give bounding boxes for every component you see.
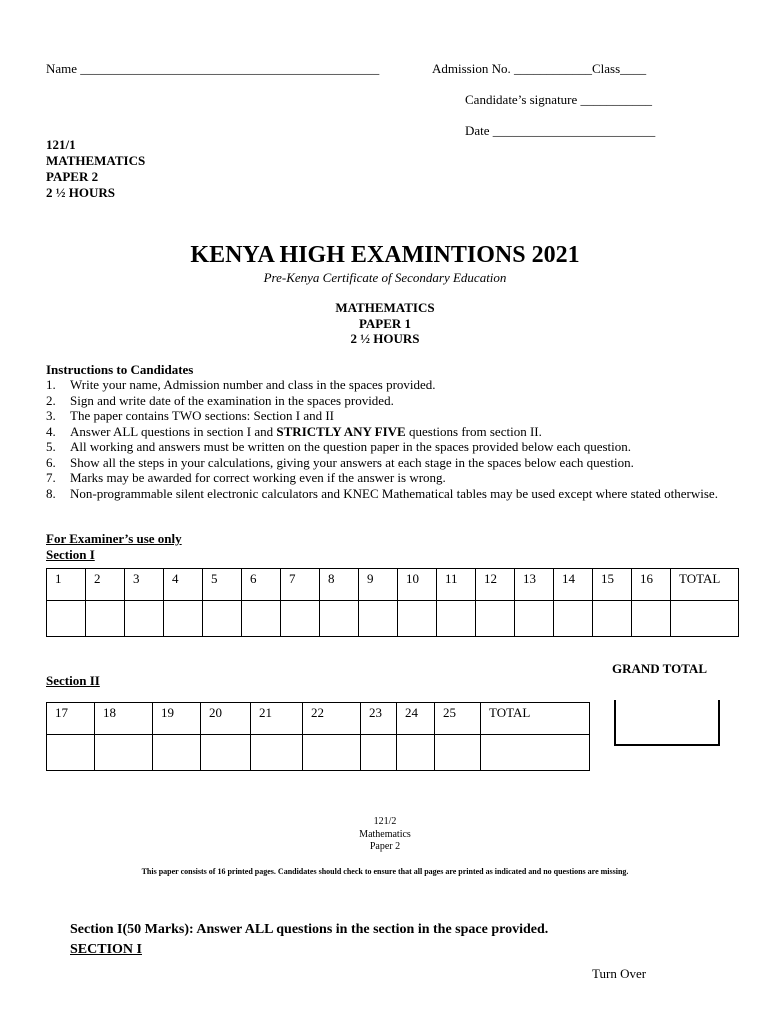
subject-code: 121/1 (46, 137, 76, 152)
score-entry-cell[interactable] (437, 601, 476, 637)
section1-instruction: Section I(50 Marks): Answer ALL questions in the section in the space provided. (70, 922, 549, 937)
paper-code-block (0, 816, 770, 854)
score-column-header: 24 (397, 703, 435, 735)
score-column-header: TOTAL (671, 569, 739, 601)
score-entry-cell[interactable] (320, 601, 359, 637)
score-column-header: 7 (281, 569, 320, 601)
paper-block (0, 300, 770, 347)
score-column-header: 19 (153, 703, 201, 735)
paper-number: PAPER 1 (358, 315, 412, 331)
score-entry-cell[interactable] (632, 601, 671, 637)
score-column-header: 17 (47, 703, 95, 735)
score-entry-cell[interactable] (201, 735, 251, 771)
instruction-item (46, 486, 736, 502)
score-entry-cell[interactable] (435, 735, 481, 771)
instruction-text-pre: All working and answers must be written on the question paper in the spaces provided below each question. (70, 439, 632, 454)
instruction-text-pre: Non-programmable silent electronic calculators and KNEC Mathematical tables may be used except where stated otherwise. (70, 485, 718, 501)
score-column-header: 18 (95, 703, 153, 735)
instruction-item (46, 377, 736, 393)
section2-score-table (46, 702, 590, 771)
instruction-text-post: questions from section II. (405, 423, 542, 439)
instruction-text-pre: Answer ALL questions in section I and (70, 423, 277, 439)
instruction-text-pre: Marks may be awarded for correct working even if the answer is wrong. (70, 470, 446, 485)
instruction-text-pre: Show all the steps in your calculations, giving your answers at each stage in the spaces below each question. (70, 454, 634, 470)
instruction-item (46, 439, 736, 455)
score-column-header: 9 (359, 569, 398, 601)
signature-field-line: Candidate’s signature ___________ (465, 92, 653, 107)
date-field-line: Date _________________________ (465, 123, 656, 138)
instruction-number: 1. (46, 377, 56, 392)
score-entry-cell[interactable] (515, 601, 554, 637)
score-entry-cell[interactable] (359, 601, 398, 637)
score-column-header: 11 (437, 569, 476, 601)
score-entry-cell[interactable] (251, 735, 303, 771)
score-entry-cell[interactable] (554, 601, 593, 637)
score-column-header: 3 (125, 569, 164, 601)
score-entry-cell[interactable] (153, 735, 201, 771)
section1-score-table (46, 568, 739, 637)
score-column-header: 25 (435, 703, 481, 735)
instruction-item (46, 408, 736, 424)
instruction-text-pre: Write your name, Admission number and class in the spaces provided. (70, 377, 436, 392)
score-column-header: 6 (242, 569, 281, 601)
instruction-item (46, 393, 736, 409)
examiner-heading: For Examiner’s use only (46, 531, 182, 546)
footer-code: 121/2 (373, 816, 397, 827)
subject-duration: 2 ½ HOURS (46, 185, 115, 200)
pages-note: This paper consists of 16 printed pages. Candidates should check to ensure that all pages are printed as indicated and no questions are missing. (141, 867, 629, 876)
turn-over-text: Turn Over (592, 966, 647, 981)
paper-subject: MATHEMATICS (335, 300, 435, 315)
footer-subject: Mathematics (359, 828, 411, 840)
subject-block (46, 137, 145, 201)
score-entry-cell[interactable] (242, 601, 281, 637)
instruction-text-pre: Sign and write date of the examination in the spaces provided. (70, 392, 394, 408)
instruction-number: 6. (46, 454, 56, 470)
instruction-number: 2. (46, 392, 56, 408)
instruction-number: 4. (46, 423, 56, 439)
instruction-number: 8. (46, 485, 56, 501)
score-entry-cell[interactable] (125, 601, 164, 637)
score-column-header: 15 (593, 569, 632, 601)
instruction-text-pre: The paper contains TWO sections: Section I and II (70, 408, 335, 423)
score-column-header: 8 (320, 569, 359, 601)
score-column-header: 23 (361, 703, 397, 735)
score-entry-cell[interactable] (476, 601, 515, 637)
score-entry-cell[interactable] (397, 735, 435, 771)
score-entry-cell[interactable] (398, 601, 437, 637)
score-column-header: 2 (86, 569, 125, 601)
score-column-header: 22 (303, 703, 361, 735)
admission-class-field-line: Admission No. ____________Class____ (432, 61, 647, 76)
instruction-number: 3. (46, 408, 56, 423)
exam-title: KENYA HIGH EXAMINTIONS 2021 (190, 242, 580, 268)
subject-name: MATHEMATICS (46, 153, 146, 168)
score-column-header: 16 (632, 569, 671, 601)
score-column-header: 13 (515, 569, 554, 601)
instructions-list (46, 377, 736, 501)
score-column-header: 4 (164, 569, 203, 601)
score-column-header: TOTAL (481, 703, 590, 735)
instruction-item (46, 470, 736, 486)
instruction-item (46, 455, 736, 471)
instructions-heading: Instructions to Candidates (46, 362, 194, 377)
score-column-header: 14 (554, 569, 593, 601)
grand-total-label: GRAND TOTAL (612, 661, 707, 676)
score-entry-cell[interactable] (95, 735, 153, 771)
score-column-header: 20 (201, 703, 251, 735)
instruction-item (46, 424, 736, 440)
score-entry-cell[interactable] (47, 601, 86, 637)
instruction-text-bold: STRICTLY ANY FIVE (276, 423, 406, 439)
score-column-header: 21 (251, 703, 303, 735)
score-entry-cell[interactable] (593, 601, 632, 637)
exam-subtitle: Pre-Kenya Certificate of Secondary Education (263, 270, 507, 285)
instruction-number: 5. (46, 439, 56, 454)
score-entry-cell[interactable] (281, 601, 320, 637)
score-entry-cell[interactable] (361, 735, 397, 771)
grand-total-box (614, 700, 720, 746)
subject-paper: PAPER 2 (46, 169, 99, 184)
score-column-header: 5 (203, 569, 242, 601)
score-entry-cell[interactable] (86, 601, 125, 637)
score-column-header: 12 (476, 569, 515, 601)
name-field-line: Name ______________________________________________ (46, 61, 380, 76)
score-entry-cell[interactable] (47, 735, 95, 771)
score-entry-cell[interactable] (303, 735, 361, 771)
section1-label: Section I (46, 547, 95, 562)
score-column-header: 10 (398, 569, 437, 601)
paper-duration: 2 ½ HOURS (350, 331, 420, 346)
instruction-number: 7. (46, 470, 56, 485)
score-column-header: 1 (47, 569, 86, 601)
score-entry-cell[interactable] (481, 735, 590, 771)
score-entry-cell[interactable] (164, 601, 203, 637)
section1-heading: SECTION I (70, 942, 142, 957)
section2-label: Section II (46, 673, 100, 688)
score-entry-cell[interactable] (203, 601, 242, 637)
footer-paper: Paper 2 (369, 841, 401, 852)
score-entry-cell[interactable] (671, 601, 739, 637)
